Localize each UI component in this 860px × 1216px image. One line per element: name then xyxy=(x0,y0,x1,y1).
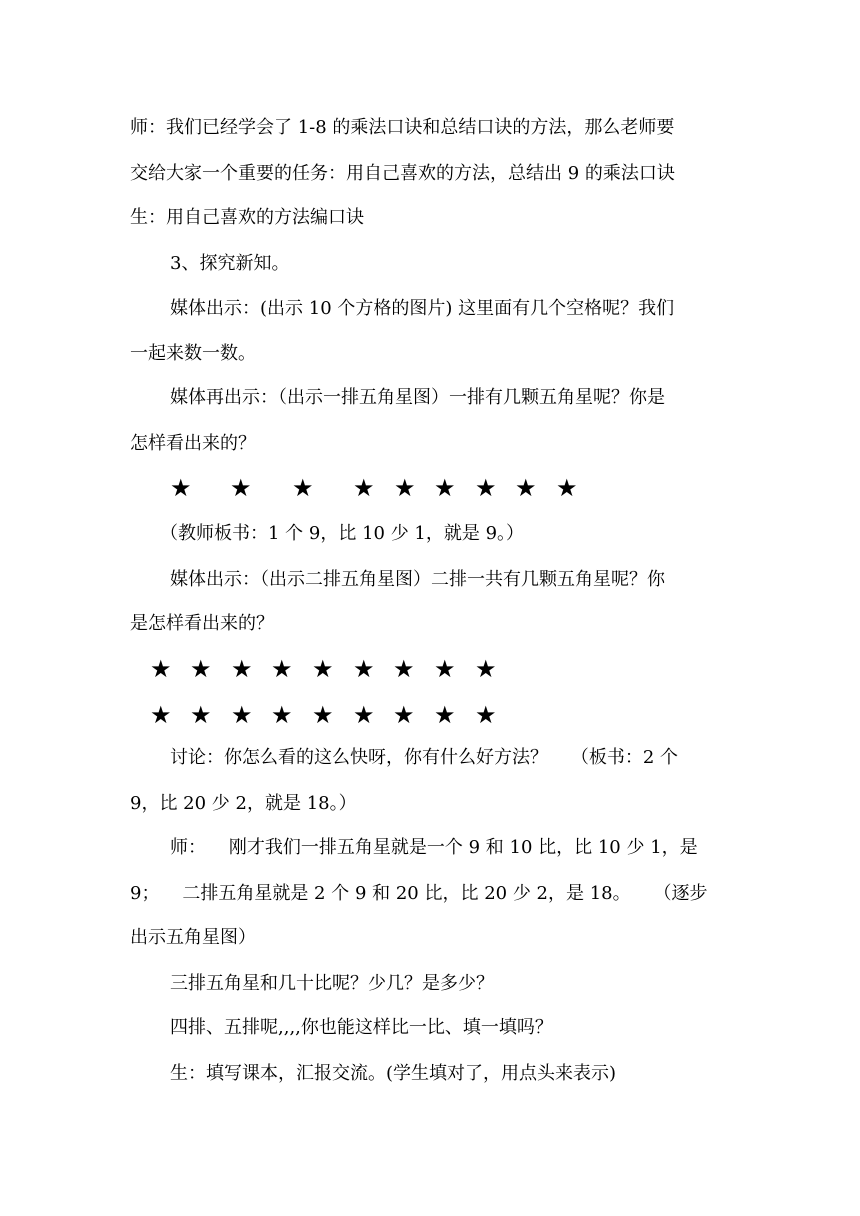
teacher-line-2: 9； 二排五角星就是 2 个 9 和 20 比，比 20 少 2，是 18。 （逐步 xyxy=(130,883,708,904)
star-icon: ★ xyxy=(353,701,375,729)
question-line-2: 四排、五排呢,,,,你也能这样比一比、填一填吗？ xyxy=(170,1017,553,1038)
paragraph-line-3: 生：用自己喜欢的方法编口诀 xyxy=(130,207,364,228)
star-icon: ★ xyxy=(231,655,253,683)
teacher-line-1: 师： 刚才我们一排五角星就是一个 9 和 10 比，比 10 少 1，是 xyxy=(170,837,698,858)
star-row-1 xyxy=(0,474,860,504)
star-icon: ★ xyxy=(434,655,456,683)
star-icon: ★ xyxy=(353,474,375,502)
star-icon: ★ xyxy=(556,474,578,502)
paragraph-line-8: 怎样看出来的？ xyxy=(130,433,256,454)
discussion-line-2: 9，比 20 少 2，就是 18。） xyxy=(130,793,357,814)
board-note-1: （教师板书：1 个 9，比 10 少 1，就是 9。） xyxy=(160,523,525,544)
star-icon: ★ xyxy=(230,474,252,502)
discussion-line-1: 讨论：你怎么看的这么快呀，你有什么好方法？ （板书：2 个 xyxy=(170,747,679,768)
star-icon: ★ xyxy=(312,701,334,729)
paragraph-line-10: 媒体出示：（出示二排五角星图）二排一共有几颗五角星呢？你 xyxy=(170,569,665,590)
student-line: 生：填写课本，汇报交流。(学生填对了，用点头来表示) xyxy=(170,1063,617,1084)
star-icon: ★ xyxy=(515,474,537,502)
paragraph-line-5: 媒体出示：(出示 10 个方格的图片) 这里面有几个空格呢？我们 xyxy=(170,298,675,319)
star-icon: ★ xyxy=(150,655,172,683)
star-icon: ★ xyxy=(190,655,212,683)
paragraph-line-7: 媒体再出示：（出示一排五角星图）一排有几颗五角星呢？你是 xyxy=(170,387,665,408)
paragraph-line-6: 一起来数一数。 xyxy=(130,343,256,364)
star-icon: ★ xyxy=(271,701,293,729)
paragraph-line-11: 是怎样看出来的？ xyxy=(130,613,274,634)
star-icon: ★ xyxy=(150,701,172,729)
star-icon: ★ xyxy=(393,655,415,683)
star-icon: ★ xyxy=(393,701,415,729)
star-icon: ★ xyxy=(170,474,192,502)
star-icon: ★ xyxy=(292,474,314,502)
section-heading: 3、探究新知。 xyxy=(170,253,290,274)
star-icon: ★ xyxy=(434,474,456,502)
star-icon: ★ xyxy=(271,655,293,683)
question-line-1: 三排五角星和几十比呢？少几？是多少？ xyxy=(170,973,494,994)
star-icon: ★ xyxy=(475,474,497,502)
paragraph-line-2: 交给大家一个重要的任务：用自己喜欢的方法，总结出 9 的乘法口诀 xyxy=(130,163,675,184)
star-icon: ★ xyxy=(312,655,334,683)
star-icon: ★ xyxy=(190,701,212,729)
star-row-3 xyxy=(0,701,860,731)
star-icon: ★ xyxy=(394,474,416,502)
star-row-2 xyxy=(0,655,860,685)
star-icon: ★ xyxy=(353,655,375,683)
star-icon: ★ xyxy=(231,701,253,729)
teacher-line-3: 出示五角星图） xyxy=(130,927,256,948)
star-icon: ★ xyxy=(475,701,497,729)
paragraph-line-1: 师：我们已经学会了 1-8 的乘法口诀和总结口诀的方法，那么老师要 xyxy=(130,117,675,138)
star-icon: ★ xyxy=(475,655,497,683)
star-icon: ★ xyxy=(434,701,456,729)
